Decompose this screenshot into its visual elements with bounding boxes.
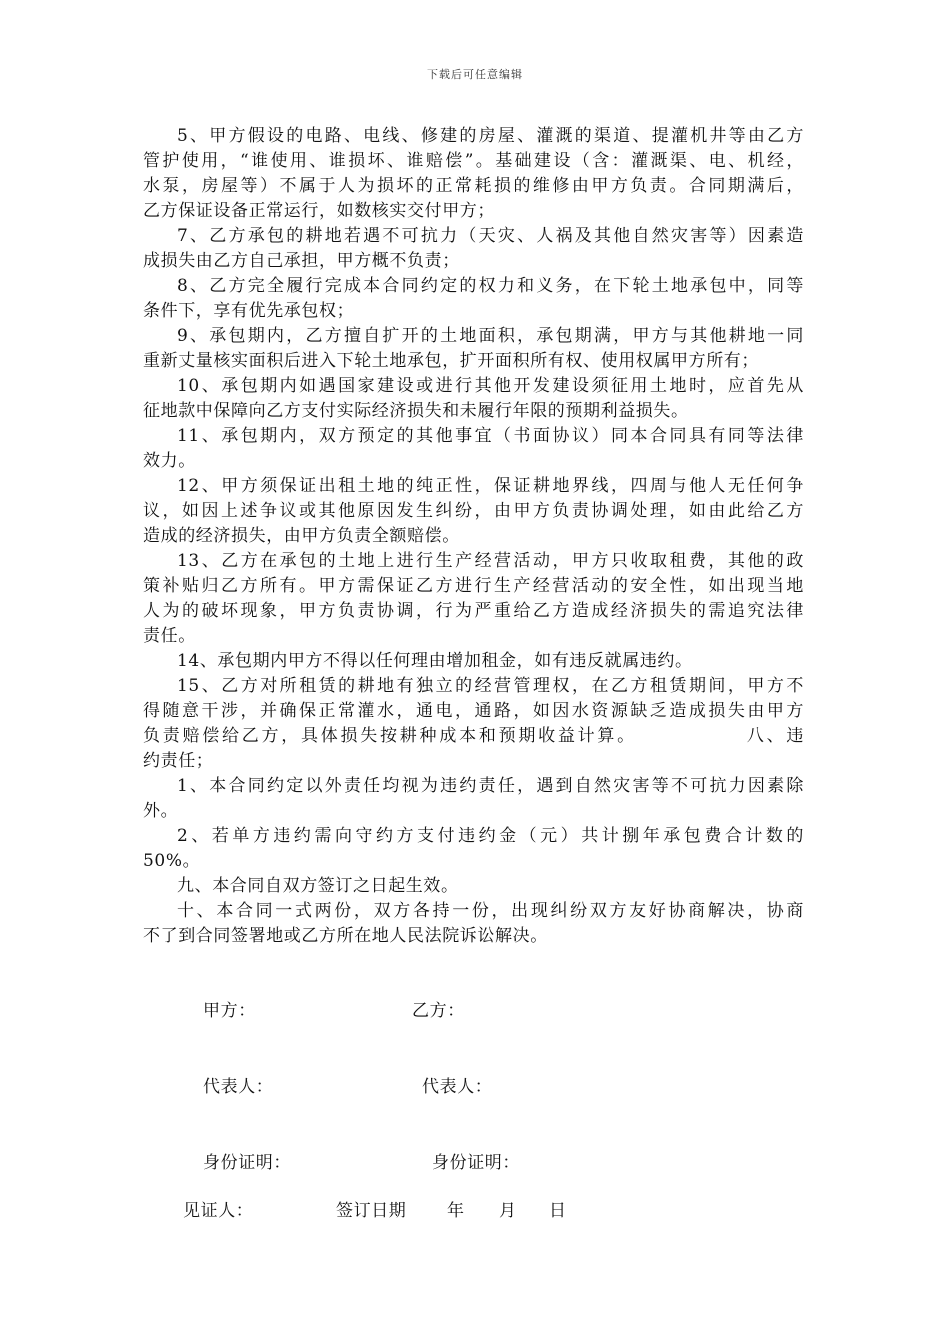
clause-line: 50%。 [143,851,201,871]
clause-line: 管护使用，“谁使用、谁损坏、谁赔偿”。基础建设（含：灌溉渠、电、机经， [143,151,804,171]
sign-date-label: 签订日期 [336,1201,407,1221]
clause-line: 九、本合同自双方签订之日起生效。 [177,876,459,896]
party-a-representative-label: 代表人： [203,1077,274,1097]
contract-clause [143,899,804,949]
clause-line: 议，如因上述争议或其他原因发生纠纷，由甲方负责协调处理，如由此给乙方 [143,501,804,521]
party-a-id-label: 身份证明： [203,1153,291,1173]
sign-month-label: 月 [499,1201,517,1221]
clause-line: 水泵，房屋等）不属于人为损坏的正常耗损的维修由甲方负责。合同期满后， [143,176,804,196]
contract-clause [143,424,804,474]
clause-line: 条件下，享有优先承包权； [143,301,355,321]
party-b-id-label: 身份证明： [432,1153,520,1173]
party-b-representative-label: 代表人： [422,1077,493,1097]
party-a-label: 甲方： [203,1001,256,1021]
clause-line: 十、本合同一式两份，双方各持一份，出现纠纷双方友好协商解决，协商 [177,901,804,921]
contract-clause [143,474,804,549]
contract-clause [143,774,804,824]
contract-clause [143,674,804,774]
clause-line: 征地款中保障向乙方支付实际经济损失和未履行年限的预期利益损失。 [143,401,689,421]
party-b-label: 乙方： [412,1001,465,1021]
clause-line: 14、承包期内甲方不得以任何理由增加租金，如有违反就属违约。 [177,651,693,671]
contract-clause [143,374,804,424]
clause-line: 10、承包期内如遇国家建设或进行其他开发建设须征用土地时，应首先从 [177,376,804,396]
clause-line: 成损失由乙方自己承担，甲方概不负责； [143,251,460,271]
clause-line: 2、若单方违约需向守约方支付违约金（元）共计捌年承包费合计数的 [177,826,804,846]
clause-line: 11、承包期内，双方预定的其他事宜（书面协议）同本合同具有同等法律 [177,426,804,446]
clause-line: 8、乙方完全履行完成本合同约定的权力和义务，在下轮土地承包中，同等 [177,276,804,296]
clause-line: 负责赔偿给乙方，具体损失按耕种成本和预期收益计算。 八、违 [143,726,804,746]
clause-line: 责任。 [143,626,196,646]
contract-body [143,124,804,949]
clause-line: 效力。 [143,451,196,471]
clause-line: 不了到合同签署地或乙方所在地人民法院诉讼解决。 [143,926,548,946]
clause-line: 乙方保证设备正常运行，如数核实交付甲方； [143,201,495,221]
contract-clause [143,824,804,874]
contract-clause [143,124,804,224]
clause-line: 15、乙方对所租赁的耕地有独立的经营管理权，在乙方租赁期间，甲方不 [177,676,804,696]
contract-clause [143,874,804,899]
contract-clause [143,549,804,649]
clause-line: 12、甲方须保证出租土地的纯正性，保证耕地界线，四周与他人无任何争 [177,476,804,496]
contract-clause [143,274,804,324]
witness-label: 见证人： [183,1201,254,1221]
clause-line: 外。 [143,801,179,821]
contract-clause [143,324,804,374]
sign-year-label: 年 [447,1201,465,1221]
clause-line: 约责任； [143,751,214,771]
sign-day-label: 日 [549,1201,567,1221]
clause-line: 人为的破坏现象，甲方负责协调，行为严重给乙方造成经济损失的需追究法律 [143,601,804,621]
clause-line: 9、承包期内，乙方擅自扩开的土地面积，承包期满，甲方与其他耕地一同 [177,326,804,346]
clause-line: 造成的经济损失，由甲方负责全额赔偿。 [143,526,460,546]
contract-clause [143,224,804,274]
contract-clause [143,649,804,674]
clause-line: 策补贴归乙方所有。甲方需保证乙方进行生产经营活动的安全性，如出现当地 [143,576,804,596]
clause-line: 1、本合同约定以外责任均视为违约责任，遇到自然灾害等不可抗力因素除 [177,776,804,796]
clause-line: 重新丈量核实面积后进入下轮土地承包，扩开面积所有权、使用权属甲方所有； [143,351,759,371]
clause-line: 得随意干涉，并确保正常灌水，通电，通路，如因水资源缺乏造成损失由甲方 [143,701,804,721]
clause-line: 5、甲方假设的电路、电线、修建的房屋、灌溉的渠道、提灌机井等由乙方 [177,126,804,146]
clause-line: 7、乙方承包的耕地若遇不可抗力（天灾、人祸及其他自然灾害等）因素造 [177,226,804,246]
clause-line: 13、乙方在承包的土地上进行生产经营活动，甲方只收取租费，其他的政 [177,551,804,571]
header-note: 下载后可任意编辑 [427,68,523,81]
